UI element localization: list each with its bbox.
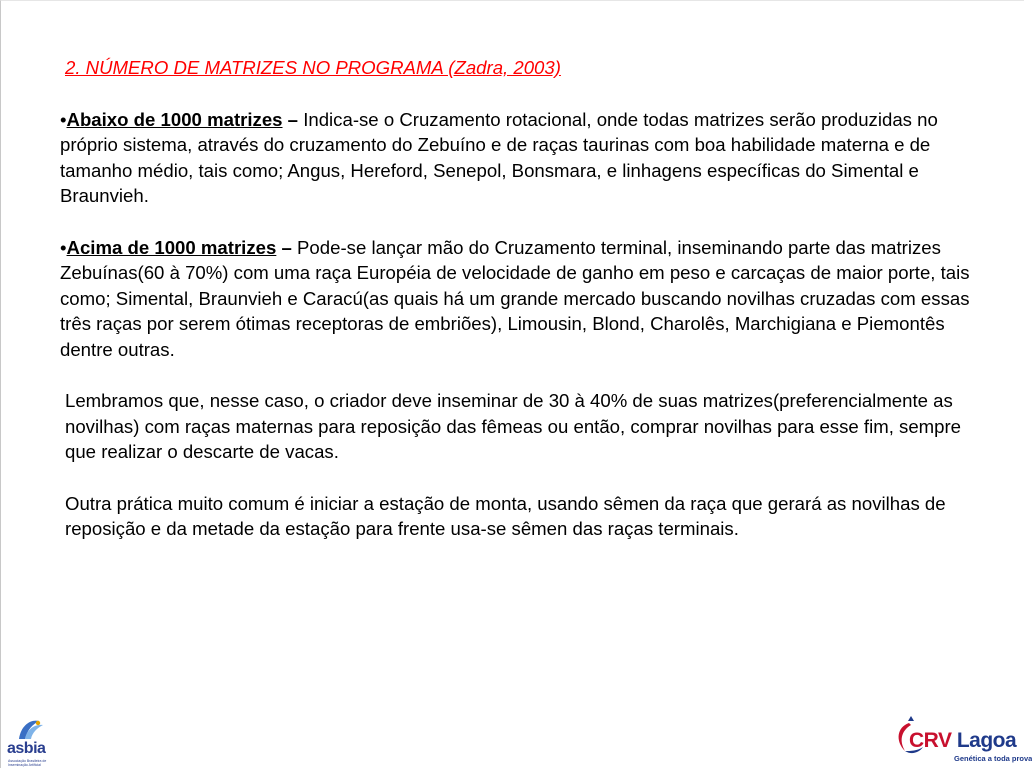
paragraph-lembramos: Lembramos que, nesse caso, o criador deve inseminar de 30 à 40% de suas matrizes(preferencialmente as novilhas) com raças maternas para reposição das fêmeas ou então, comprar novilhas para esse fim, sempre que realizar o descarte de vacas.: [65, 390, 962, 463]
paragraph-text: Indica-se o Cruzamento rotacional, onde todas matrizes serão produzidas no próprio sistema, através do cruzamento do Zebuíno e de raças taurinas com boa habilidade materna e de tamanho médio, tais como; Angus, Hereford, Senepol, Bonsmara, e linhagens específicas do Simental e Braunvieh.: [60, 108, 938, 207]
paragraph-outra-pratica: Outra prática muito comum é iniciar a estação de monta, usando sêmen da raça que gerará as novilhas de reposição e da metade da estação para frente usa-se sêmen das raças terminais.: [65, 492, 946, 540]
crv-lagoa-wordmark: [909, 729, 1016, 753]
slide-title: 2. NÚMERO DE MATRIZES NO PROGRAMA (Zadra, 2003): [65, 57, 561, 78]
asbia-subtitle: Associação Brasileira de Inseminação Artificial: [8, 759, 47, 767]
paragraph-above-1000: [60, 235, 970, 363]
asbia-emblem-icon: [5, 715, 59, 743]
dash: –: [282, 108, 304, 130]
paragraph-below-1000: [60, 107, 970, 209]
keyword-below-1000: Abaixo de 1000 matrizes: [66, 108, 283, 130]
bullet: •: [60, 236, 67, 258]
crv-tagline: Genética a toda prova: [954, 754, 1032, 763]
crv-lagoa-logo: [889, 713, 1032, 767]
lagoa-part: Lagoa: [956, 729, 1017, 752]
dash: –: [276, 236, 298, 258]
asbia-logo: [5, 715, 59, 767]
bullet: •: [60, 108, 67, 130]
asbia-wordmark: asbia: [7, 740, 46, 757]
keyword-above-1000: Acima de 1000 matrizes: [66, 236, 277, 258]
crv-part: CRV: [909, 729, 952, 752]
slide-content: [60, 55, 970, 567]
paragraph-text: Pode-se lançar mão do Cruzamento terminal, inseminando parte das matrizes Zebuínas(60 à 70%) com uma raça Européia de velocidade de ganho em peso e carcaças de maior porte, tais como; Simental, Braunvieh e Caracú(as quais há um grande mercado buscando novilhas cruzadas com essas três raças por serem ótimas receptoras de embriões), Limousin, Blond, Charolês, Marchigiana e Piemontês dentre outras.: [60, 236, 970, 360]
